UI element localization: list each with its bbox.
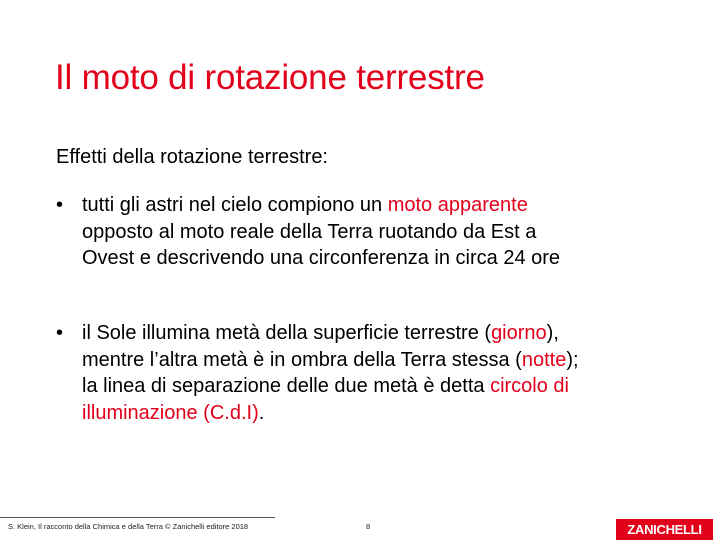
bullet-text-part: opposto al moto reale della Terra ruotando da Est a Ovest e descrivendo una circonferenza in circa 24 ore xyxy=(82,220,561,269)
bullet-text xyxy=(82,320,582,426)
bullet-marker: • xyxy=(56,322,64,344)
bullet-text-part: ), mentre l’altra metà è in ombra della Terra stessa ( xyxy=(82,322,559,371)
bullet-text-part: ); la linea di separazione delle due metà è detta xyxy=(82,348,579,397)
footer-divider xyxy=(0,517,275,518)
highlight-term-circolo-di-illuminazione: circolo di illuminazione (C.d.I) xyxy=(82,375,569,424)
slide-title: Il moto di rotazione terrestre xyxy=(55,58,485,97)
page-number: 8 xyxy=(366,522,371,531)
highlight-term-moto-apparente: moto apparente xyxy=(387,194,528,216)
zanichelli-logo: ZANICHELLI xyxy=(616,519,713,540)
highlight-term-giorno: giorno xyxy=(491,322,547,344)
footer-credits: S. Klein, Il racconto della Chimica e della Terra © Zanichelli editore 2018 xyxy=(8,522,249,531)
bullet-text-part: il Sole illumina metà della superficie terrestre ( xyxy=(82,322,492,344)
bullet-text-part: . xyxy=(258,401,265,424)
bullet-text-part: tutti gli astri nel cielo compiono un xyxy=(82,194,388,216)
intro-text: Effetti della rotazione terrestre: xyxy=(56,146,328,168)
bullet-text xyxy=(82,192,582,272)
highlight-term-notte: notte xyxy=(521,348,567,371)
bullet-marker: • xyxy=(56,194,64,216)
